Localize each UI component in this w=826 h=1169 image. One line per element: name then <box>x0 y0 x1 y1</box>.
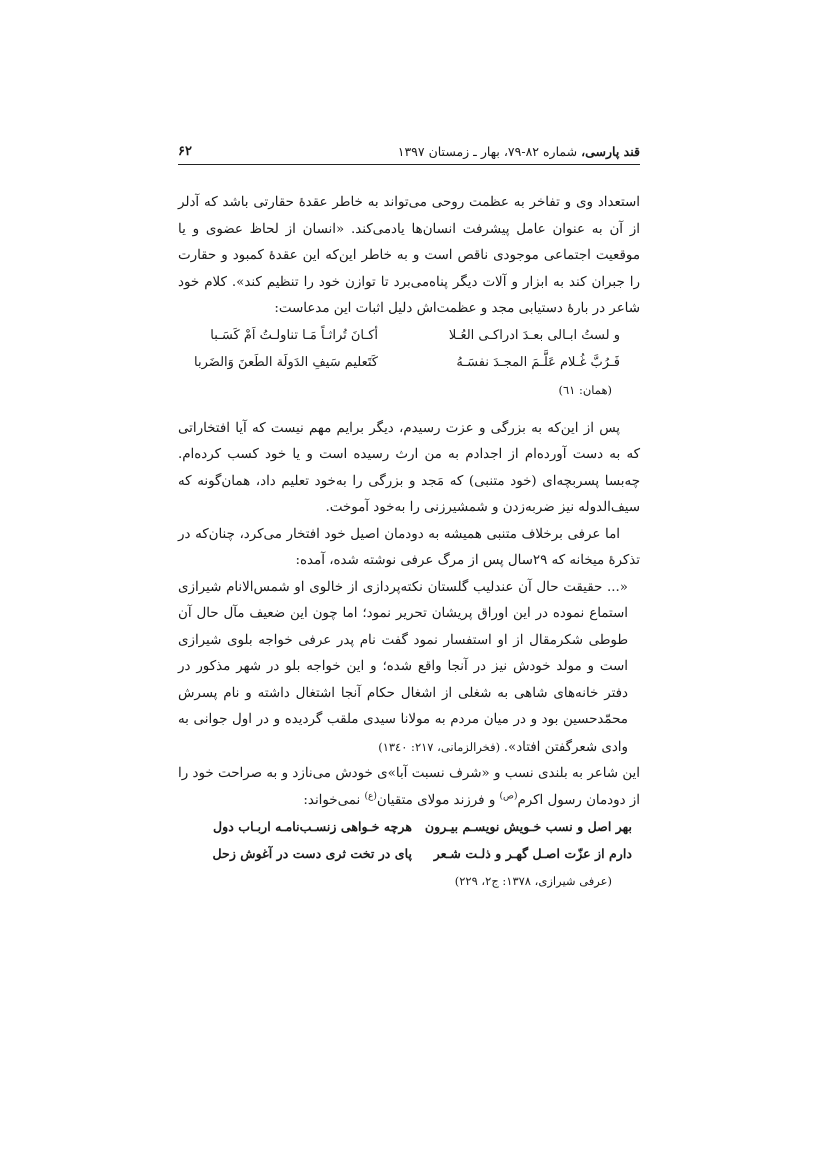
hemistich-1: بهر اصل و نسب خـویش نویسـم بیـرون <box>424 819 632 834</box>
journal-issue <box>398 144 640 159</box>
hemistich-2: پای در تخت ثری دست در آغوش زحل <box>212 846 412 861</box>
paragraph-2: پس از این‌که به بزرگی و عزت رسیدم، دیگر برایم مهم نیست که آیا افتخاراتی که به دست آورده‌ام از اجدادم به من ارث رسیده است و یا خود کسب کرده‌ام. چه‌بسا پسربچه‌ای (خود متنبی) که مَجد و بزرگی را به‌خود تعلیم داد، همان‌گونه که سیف‌الدوله نیز ضربه‌زدن و شمشیرزنی را به‌خود آموخت. <box>178 420 640 515</box>
paragraph-4-part-a: این شاعر به بلندی نسب و «شرف نسبت آبا»ی خودش می‌نازد و به صراحت خود را از دودمان رسول اکرم <box>178 766 640 808</box>
spacer <box>178 404 640 416</box>
journal-name: قند پارسی، <box>581 144 640 159</box>
quote-citation: (فخرالزمانی، ۲۱۷: ۱۳٤٠) <box>378 739 504 754</box>
header-rule <box>178 164 640 165</box>
article-body <box>178 190 640 895</box>
hemistich-2: أکـانَ تُراثـاً مَـا تناولـتُ اَمْ کَسَـبا <box>210 327 378 343</box>
paragraph-4-part-b: و فرزند مولای متقیان <box>376 792 500 808</box>
verse-line-2 <box>178 350 640 377</box>
verse-line-1 <box>178 323 640 350</box>
issue-info: شماره ۸۲-۷۹، بهار ـ زمستان ۱۳۹۷ <box>397 144 582 159</box>
page-number: ۶۲ <box>178 144 192 159</box>
paragraph-3: اما عرفی برخلاف متنبی همیشه به دودمان اصیل خود افتخار می‌کرد، چنان‌که در تذکرۀ میخانه که ۲۹سال پس از مرگ عرفی نوشته شده، آمده: <box>178 526 640 568</box>
hemistich-2: هرچه خـواهی زنسـب‌نامـه اربـاب دول <box>213 819 412 834</box>
running-header <box>178 140 640 164</box>
salutation-mark-2: (ع) <box>364 791 377 802</box>
block-quote <box>178 575 628 762</box>
verse-line-3 <box>178 814 640 841</box>
hemistich-1: دارم از عزّت اصـل گهـر و ذلـت شـعر <box>433 846 632 861</box>
hemistich-1: فَـرُبَّ غُـلام عَلَّـمَ المجـدَ نفسَـهُ <box>456 354 620 370</box>
citation-1: (همان: ٦١) <box>558 382 612 397</box>
paragraph-4-part-c: نمی‌خواند: <box>303 792 365 808</box>
quote-text: «... حقیقت حال آن عندلیب گلستان نکته‌پردازی از خالوی او شمس‌الانام شیرازی استماع نموده در این اوراق پریشان تحریر نمود؛ اما چون این ضعیف مآل حال آن طوطی شکرمقال از او استفسار نمود گفت نام پدر عرفی خواجه بلوی شیرازی است و مولد خودش نیز در آنجا واقع شده؛ و این خواجه بلو در شهر مذکور در دفتر خانه‌های شاهی به شغلی از اشغال حکام آنجا اشتغال داشته و نام پسرش محمّدحسین بود و در میان مردم به مولانا سیدی ملقب گردیده و در اول جوانی به وادی شعرگفتن افتاد». <box>178 579 628 755</box>
hemistich-1: و لستُ ابـالی بعـدَ ادراکـی العُـلا <box>448 327 620 343</box>
citation-2: (عرفی شیرازی، ۱۳۷۸: ج۲، ۲۲۹) <box>454 874 612 888</box>
verse-line-4 <box>178 841 640 868</box>
salutation-mark-1: (ص) <box>499 791 518 802</box>
hemistich-2: کَتَعلیم سَیفِ الدَولَة الطَعنَ وَالضَربا <box>194 354 378 370</box>
paragraph-4 <box>178 761 640 814</box>
paragraph-1: استعداد وی و تفاخر به عظمت روحی می‌تواند به خاطر عقدۀ حقارتی باشد که آدلر از آن به عنوان عامل پیشرفت انسان‌ها یادمی‌کند. «انسان از لحاظ عضوی و یا موقعیت اجتماعی موجودی ناقص است و به خاطر این‌که این عقدۀ کمبود و حقارت را جبران کند به ابزار و آلات دیگر پناه‌می‌برد تا توازن خود را تنظیم کند». کلام خود شاعر در بارۀ دستیابی مجد و عظمت‌اش دلیل اثبات این مدعاست: <box>178 195 640 316</box>
